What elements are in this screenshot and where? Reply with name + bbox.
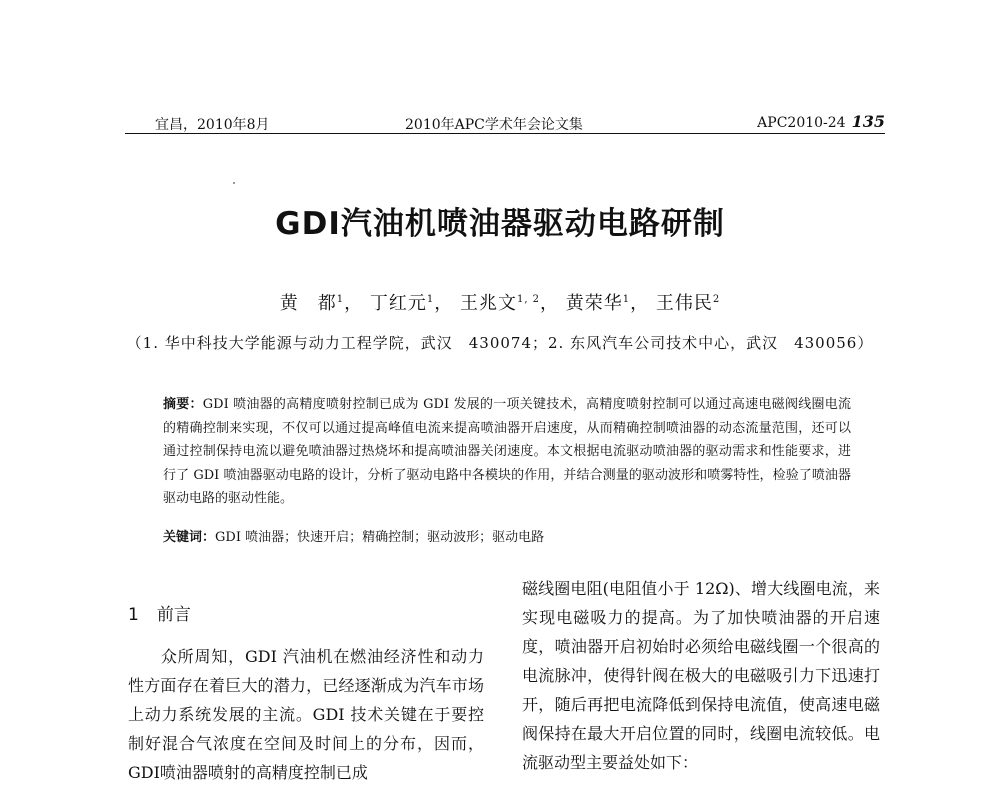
scan-speck xyxy=(233,182,235,184)
paper-title: GDI汽油机喷油器驱动电路研制 xyxy=(275,206,725,242)
body-paragraph: 磁线圈电阻(电阻值小于 12Ω)、增大线圈电流，来实现电磁吸力的提高。为了加快喷油器的开启速度，喷油器开启初始时必须给电磁线圈一个很高的电流脉冲，使得针阀在极大的电磁吸引力下迅速打开，随后再把电流降低到保持电流值，使高速电磁阀保持在最大开启位置的同时，线圈电流较低。电流驱动型主要益处如下： xyxy=(522,579,880,772)
author: 王伟民$^2$ xyxy=(655,293,721,314)
header-venue-date: 宜昌，2010年8月 xyxy=(155,117,270,133)
abstract-text: GDI 喷油器的高精度喷射控制已成为 GDI 发展的一项关键技术，高精度喷射控制可以通过高速电磁阀线圈电流的精确控制来实现，不仅可以通过提高峰值电流来提高喷油器开启速度，从而精确控制喷油器的动态流量范围，还可以通过控制保持电流以避免喷油器过热烧坏和提高喷油器关闭速度。本文根据电流驱动喷油器的驱动需求和性能要求，进行了 GDI 喷油器驱动电路的设计，分析了驱动电路中各模块的作用，并结合测量的驱动波形和喷雾特性，检验了喷油器驱动电路的驱动性能。 xyxy=(163,397,851,506)
section-heading xyxy=(128,600,191,625)
author: 王兆文$^{1, 2}$ xyxy=(459,293,541,314)
section-number: 1 xyxy=(128,605,139,625)
section-title: 前言 xyxy=(156,605,191,625)
header-rule xyxy=(125,133,885,134)
abstract xyxy=(163,393,851,511)
body-column-right xyxy=(522,574,880,777)
author: 丁红元$^1$ xyxy=(369,293,435,314)
keywords xyxy=(163,526,851,545)
paper-id: APC2010-24 xyxy=(757,115,846,131)
author: 黄荣华$^1$ xyxy=(565,293,631,314)
body-paragraph: 众所周知，GDI 汽油机在燃油经济性和动力性方面存在着巨大的潜力，已经逐渐成为汽车市场上动力系统发展的主流。GDI 技术关键在于要控制好混合气浓度在空间及时间上的分布，因而，GDI喷油器喷射的高精度控制已成 xyxy=(128,647,484,782)
author-list: 黄 都$^1$， 丁红元$^1$， 王兆文$^{1, 2}$， 黄荣华$^1$， 王伟民$^2$ xyxy=(279,293,721,314)
keywords-label: 关键词： xyxy=(163,530,216,545)
header-proceedings: 2010年APC学术年会论文集 xyxy=(405,117,583,133)
affiliations: （1. 华中科技大学能源与动力工程学院，武汉 430074；2. 东风汽车公司技术中心，武汉 430056） xyxy=(126,334,874,352)
abstract-label: 摘要： xyxy=(163,397,203,412)
body-column-left xyxy=(128,642,484,787)
keywords-text: GDI 喷油器；快速开启；精确控制；驱动波形；驱动电路 xyxy=(215,530,545,545)
header-paper-id xyxy=(757,112,885,131)
author: 黄 都$^1$ xyxy=(279,293,345,314)
page-number: 135 xyxy=(851,112,885,131)
running-header xyxy=(125,112,885,132)
